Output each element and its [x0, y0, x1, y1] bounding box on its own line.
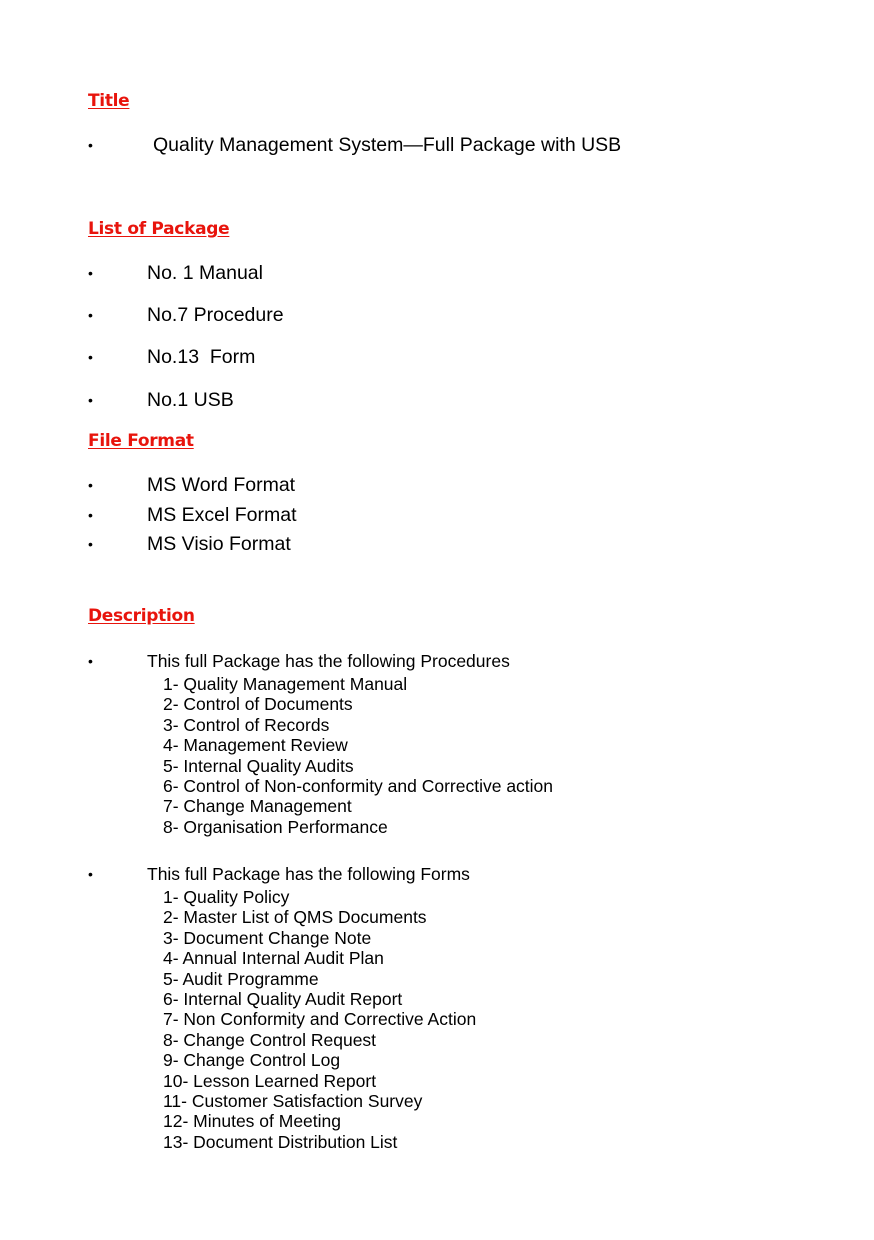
- form-item: 1- Quality Policy: [163, 887, 290, 907]
- forms-intro-text: This full Package has the following Forms: [147, 864, 470, 884]
- form-item: 10- Lesson Learned Report: [163, 1070, 377, 1091]
- form-item: 9- Change Control Log: [163, 1050, 341, 1071]
- bullet-icon: •: [88, 265, 93, 281]
- procedures-intro-text: This full Package has the following Procedures: [147, 651, 510, 671]
- form-item: 13- Document Distribution List: [163, 1131, 398, 1152]
- package-item-text: No.7 Procedure: [147, 304, 284, 326]
- package-item-text: No. 1 Manual: [147, 262, 263, 284]
- bullet-icon: •: [88, 866, 93, 882]
- bullet-icon: •: [88, 349, 93, 365]
- bullet-icon: •: [88, 392, 93, 408]
- form-item: 6- Internal Quality Audit Report: [163, 989, 403, 1010]
- format-item-text: MS Excel Format: [147, 504, 297, 526]
- bullet-icon: •: [88, 653, 93, 669]
- package-item-text: No.13 Form: [147, 346, 256, 368]
- title-item-text: Quality Management System—Full Package with USB: [153, 134, 622, 156]
- form-item: 2- Master List of QMS Documents: [163, 907, 427, 928]
- procedure-item: 6- Control of Non-conformity and Corrective action: [163, 776, 554, 797]
- form-item: 3- Document Change Note: [163, 927, 372, 948]
- description-heading: Description: [88, 606, 195, 626]
- form-item: 5- Audit Programme: [163, 968, 319, 989]
- form-item: 12- Minutes of Meeting: [163, 1111, 342, 1132]
- bullet-icon: •: [88, 477, 93, 493]
- bullet-icon: •: [88, 137, 93, 153]
- procedure-item: 5- Internal Quality Audits: [163, 755, 354, 776]
- procedure-item: 2- Control of Documents: [163, 694, 353, 715]
- title-heading: Title: [88, 91, 130, 111]
- form-item: 7- Non Conformity and Corrective Action: [163, 1009, 477, 1030]
- procedure-item: 3- Control of Records: [163, 714, 330, 735]
- bullet-icon: •: [88, 507, 93, 523]
- procedures-list: [163, 674, 553, 837]
- bullet-icon: •: [88, 536, 93, 552]
- package-heading: List of Package: [88, 219, 230, 239]
- form-item: 8- Change Control Request: [163, 1029, 377, 1050]
- procedure-item: 7- Change Management: [163, 796, 352, 817]
- procedure-item: 4- Management Review: [163, 735, 348, 756]
- form-item: 11- Customer Satisfaction Survey: [163, 1091, 423, 1112]
- procedure-item: 1- Quality Management Manual: [163, 674, 408, 694]
- procedure-item: 8- Organisation Performance: [163, 816, 388, 837]
- format-item-text: MS Word Format: [147, 474, 296, 496]
- bullet-icon: •: [88, 307, 93, 323]
- form-item: 4- Annual Internal Audit Plan: [163, 948, 384, 969]
- format-heading: File Format: [88, 431, 194, 451]
- format-item-text: MS Visio Format: [147, 533, 291, 555]
- forms-list: [163, 887, 476, 1152]
- package-item-text: No.1 USB: [147, 389, 234, 411]
